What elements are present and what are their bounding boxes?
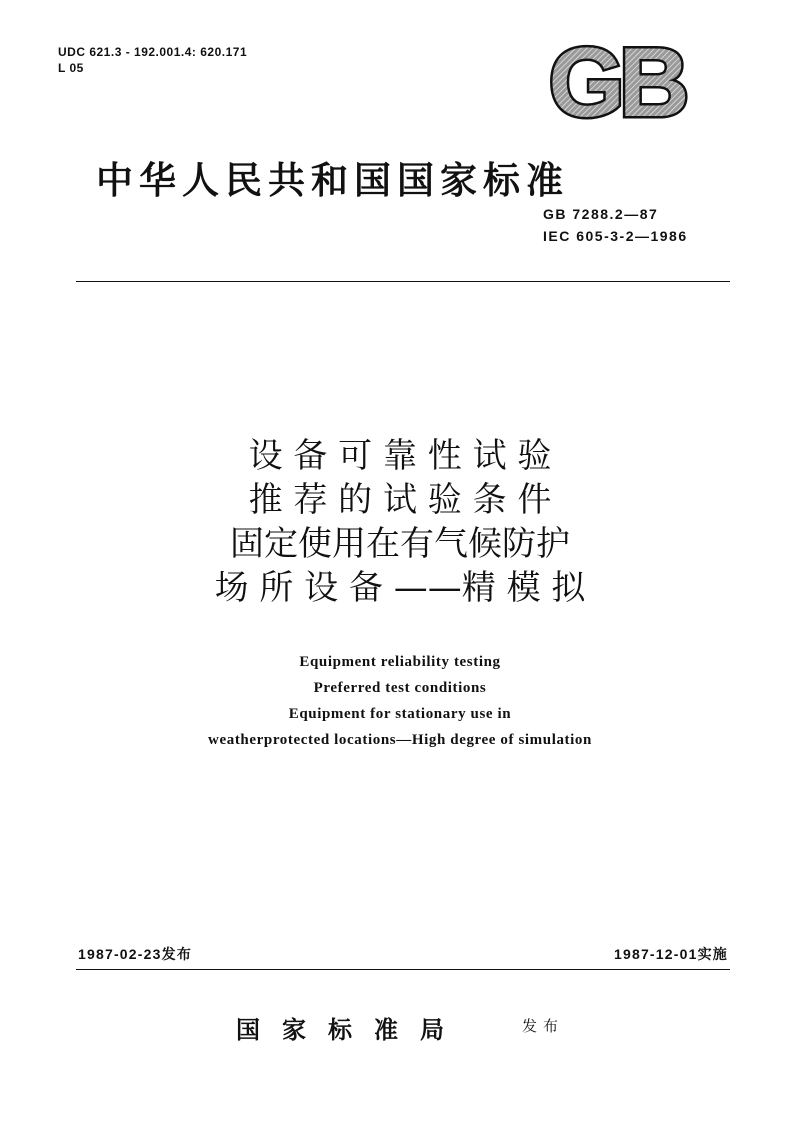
publisher-name: 国家标准局 — [236, 1015, 466, 1044]
header-divider — [76, 281, 730, 282]
standard-title: 中华人民共和国国家标准 — [96, 159, 569, 202]
english-title-line: weatherprotected locations—High degree of simulation — [208, 732, 592, 748]
chinese-title-line: 设 备 可 靠 性 试 验 — [248, 436, 552, 476]
iec-standard-number: IEC 605-3-2—1986 — [543, 228, 688, 244]
udc-code: UDC 621.3 - 192.001.4: 620.171 — [58, 45, 248, 59]
standard-number-block — [543, 203, 688, 247]
chinese-title-line: 场 所 设 备 ——精 模 拟 — [214, 568, 586, 608]
udc-block — [58, 44, 247, 76]
english-title-line: Equipment for stationary use in — [288, 706, 512, 722]
classification-code: L 05 — [58, 61, 84, 75]
english-title-line: Preferred test conditions — [313, 680, 487, 696]
chinese-title-line: 固定使用在有气候防护 — [230, 524, 570, 564]
english-title-line: Equipment reliability testing — [299, 654, 501, 670]
gb-logo — [538, 40, 694, 124]
effective-date: 1987-12-01实施 — [613, 946, 728, 962]
english-title — [100, 649, 700, 753]
gb-standard-number: GB 7288.2—87 — [543, 206, 659, 222]
publish-label: 发布 — [522, 1017, 565, 1035]
issue-date: 1987-02-23发布 — [78, 946, 193, 962]
chinese-title-line: 推 荐 的 试 验 条 件 — [248, 480, 552, 520]
gb-logo-text: GB — [548, 40, 684, 124]
footer-divider — [76, 969, 730, 970]
chinese-title — [150, 434, 650, 610]
